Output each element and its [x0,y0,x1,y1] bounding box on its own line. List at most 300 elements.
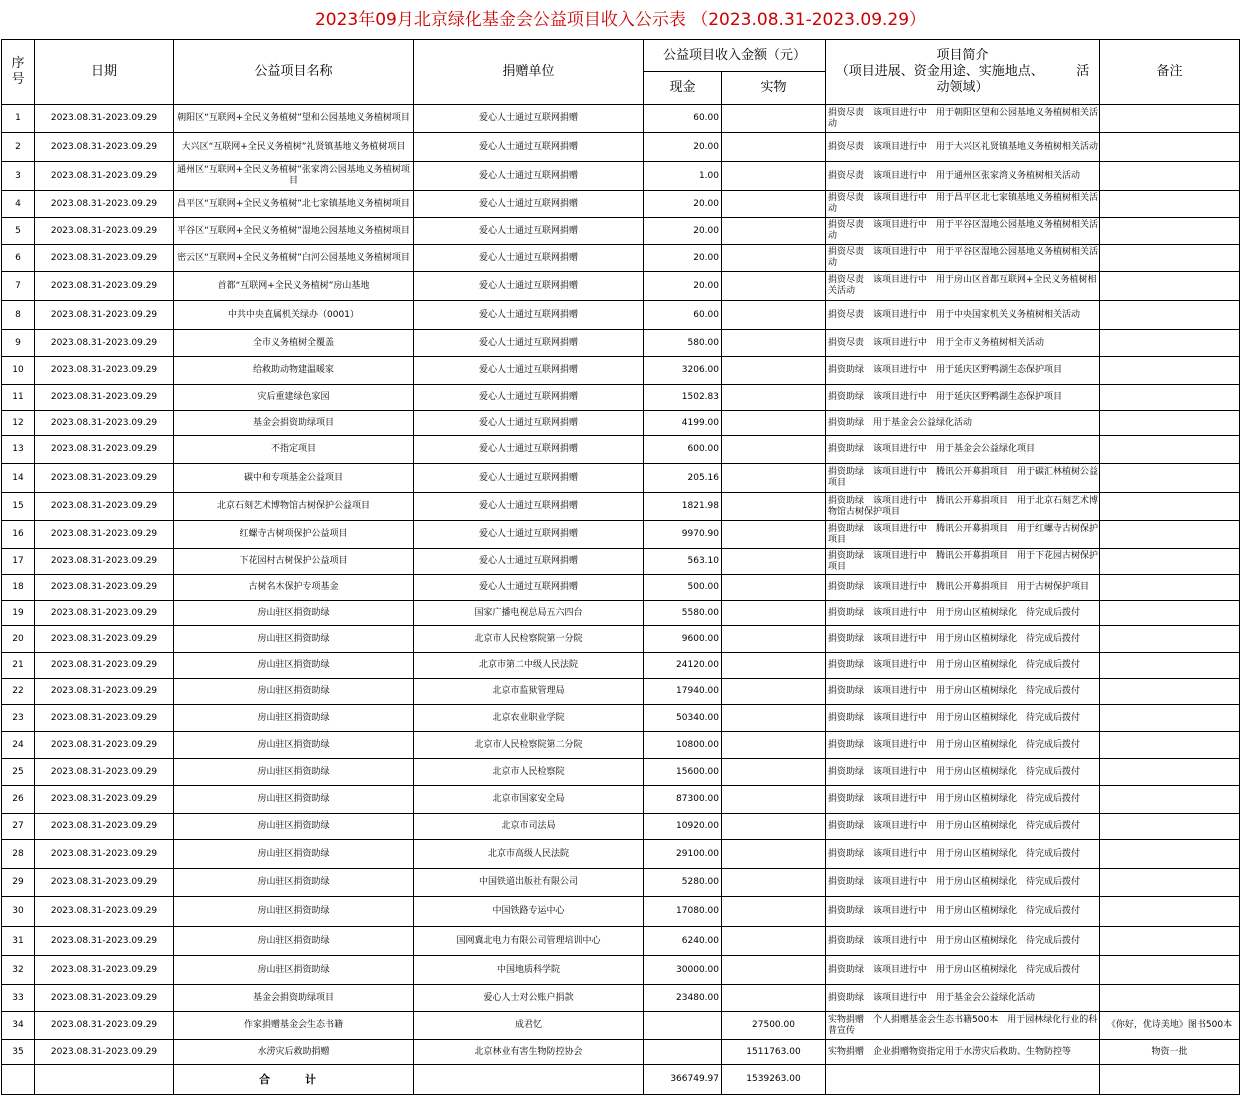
cell-cash: 1821.98 [644,493,722,521]
cell-intro: 捐资助绿 该项目进行中 用于房山区植树绿化 待完成后拨付 [826,869,1100,897]
cell-project-name: 基金会捐资助绿项目 [174,985,414,1012]
cell-donor: 爱心人士通过互联网捐赠 [414,330,644,357]
cell-goods [722,814,826,840]
cell-goods [722,869,826,897]
table-row [2,464,1240,493]
table-row [2,133,1240,162]
cell-donor: 爱心人士通过互联网捐赠 [414,105,644,133]
header-seq: 序 号 [2,40,35,105]
header-remark: 备注 [1100,40,1240,105]
cell-remark [1100,272,1240,301]
cell-cash: 60.00 [644,105,722,133]
cell-date: 2023.08.31-2023.09.29 [35,245,174,272]
cell-remark [1100,105,1240,133]
cell-donor: 爱心人士通过互联网捐赠 [414,575,644,601]
totals-row [2,1065,1240,1095]
cell-cash: 6240.00 [644,927,722,956]
cell-cash: 9970.90 [644,521,722,549]
cell-cash: 4199.00 [644,411,722,436]
cell-project-name: 朝阳区“互联网+全民义务植树”望和公园基地义务植树项目 [174,105,414,133]
cell-intro: 捐资助绿 该项目进行中 用于房山区植树绿化 待完成后拨付 [826,840,1100,869]
cell-seq: 10 [2,357,35,385]
table-row [2,357,1240,385]
cell-project-name: 灾后重建绿色家园 [174,385,414,411]
cell-seq: 33 [2,985,35,1012]
cell-donor: 北京市国家安全局 [414,786,644,814]
cell-goods [722,385,826,411]
cell-cash: 23480.00 [644,985,722,1012]
cell-cash: 50340.00 [644,705,722,732]
table-row [2,897,1240,927]
cell-seq: 21 [2,653,35,679]
cell-cash: 30000.00 [644,956,722,985]
cell-cash: 17940.00 [644,679,722,705]
cell-cash: 500.00 [644,575,722,601]
cell-intro: 捐资助绿 该项目进行中 用于延庆区野鸭湖生态保护项目 [826,357,1100,385]
cell-seq: 20 [2,626,35,653]
cell-remark [1100,330,1240,357]
cell-cash: 3206.00 [644,357,722,385]
cell-cash: 5580.00 [644,601,722,626]
cell-project-name: 房山驻区捐资助绿 [174,653,414,679]
cell-donor: 北京农业职业学院 [414,705,644,732]
cell-intro: 实物捐赠 个人捐赠基金会生态书籍500本 用于园林绿化行业的科普宣传 [826,1012,1100,1040]
header-project-intro: 项目简介 （项目进展、资金用途、实施地点、 活 动领域） [826,40,1100,105]
cell-intro: 捐资助绿 该项目进行中 腾讯公开募捐项目 用于红螺寺古树保护项目 [826,521,1100,549]
cell-donor: 爱心人士通过互联网捐赠 [414,272,644,301]
cell-intro: 捐资尽责 该项目进行中 用于房山区首都互联网+全民义务植树相关活动 [826,272,1100,301]
cell-donor: 爱心人士通过互联网捐赠 [414,245,644,272]
cell-project-name: 房山驻区捐资助绿 [174,705,414,732]
cell-seq: 27 [2,814,35,840]
cell-donor: 北京市第二中级人民法院 [414,653,644,679]
totals-goods: 1539263.00 [722,1065,826,1095]
cell-remark [1100,985,1240,1012]
cell-intro: 捐资助绿 该项目进行中 腾讯公开募捐项目 用于碳汇林植树公益项目 [826,464,1100,493]
cell-date: 2023.08.31-2023.09.29 [35,732,174,759]
cell-project-name: 通州区“互联网+全民义务植树”张家湾公园基地义务植树项目 [174,162,414,191]
cell-intro: 捐资助绿 该项目进行中 用于房山区植树绿化 待完成后拨付 [826,732,1100,759]
cell-intro: 捐资助绿 该项目进行中 用于房山区植树绿化 待完成后拨付 [826,705,1100,732]
cell-remark [1100,732,1240,759]
cell-date: 2023.08.31-2023.09.29 [35,786,174,814]
cell-intro: 捐资助绿 该项目进行中 用于延庆区野鸭湖生态保护项目 [826,385,1100,411]
cell-date: 2023.08.31-2023.09.29 [35,927,174,956]
table-row [2,732,1240,759]
cell-goods [722,549,826,575]
table-row [2,218,1240,245]
cell-intro: 捐资助绿 用于基金会公益绿化活动 [826,411,1100,436]
cell-seq: 2 [2,133,35,162]
table-row [2,1012,1240,1040]
totals-empty-remark [1100,1065,1240,1095]
cell-goods [722,705,826,732]
cell-date: 2023.08.31-2023.09.29 [35,653,174,679]
cell-seq: 1 [2,105,35,133]
cell-intro: 捐资助绿 该项目进行中 用于房山区植树绿化 待完成后拨付 [826,927,1100,956]
cell-seq: 19 [2,601,35,626]
cell-project-name: 碳中和专项基金公益项目 [174,464,414,493]
cell-seq: 22 [2,679,35,705]
cell-donor: 爱心人士通过互联网捐赠 [414,493,644,521]
cell-project-name: 房山驻区捐资助绿 [174,679,414,705]
cell-donor: 中国地质科学院 [414,956,644,985]
cell-cash: 87300.00 [644,786,722,814]
header-cash: 现金 [644,72,722,105]
cell-seq: 24 [2,732,35,759]
cell-goods [722,521,826,549]
cell-cash: 20.00 [644,245,722,272]
cell-cash [644,1012,722,1040]
cell-goods [722,105,826,133]
table-row [2,626,1240,653]
cell-remark: 《你好，优诗美地》图书500本 [1100,1012,1240,1040]
cell-date: 2023.08.31-2023.09.29 [35,411,174,436]
table-row [2,840,1240,869]
cell-intro: 捐资尽责 该项目进行中 用于昌平区北七家镇基地义务植树相关活动 [826,191,1100,218]
cell-date: 2023.08.31-2023.09.29 [35,436,174,464]
cell-intro: 捐资尽责 该项目进行中 用于通州区张家湾义务植树相关活动 [826,162,1100,191]
cell-remark [1100,162,1240,191]
cell-donor: 中国铁道出版社有限公司 [414,869,644,897]
header-project-name: 公益项目名称 [174,40,414,105]
cell-date: 2023.08.31-2023.09.29 [35,814,174,840]
cell-cash: 563.10 [644,549,722,575]
cell-date: 2023.08.31-2023.09.29 [35,357,174,385]
cell-cash: 60.00 [644,301,722,330]
cell-project-name: 房山驻区捐资助绿 [174,840,414,869]
table-row [2,272,1240,301]
cell-seq: 28 [2,840,35,869]
cell-remark [1100,575,1240,601]
cell-project-name: 首都“互联网+全民义务植树”房山基地 [174,272,414,301]
totals-label: 合 计 [174,1065,414,1095]
cell-date: 2023.08.31-2023.09.29 [35,956,174,985]
cell-date: 2023.08.31-2023.09.29 [35,985,174,1012]
cell-donor: 爱心人士通过互联网捐赠 [414,357,644,385]
cell-intro: 捐资助绿 该项目进行中 用于基金会公益绿化项目 [826,436,1100,464]
cell-remark [1100,521,1240,549]
table-row [2,162,1240,191]
table-row [2,814,1240,840]
cell-donor: 国家广播电视总局五六四台 [414,601,644,626]
cell-remark [1100,436,1240,464]
cell-cash: 600.00 [644,436,722,464]
cell-remark [1100,493,1240,521]
cell-seq: 25 [2,759,35,786]
cell-goods [722,786,826,814]
cell-seq: 18 [2,575,35,601]
header-goods: 实物 [722,72,826,105]
cell-cash: 15600.00 [644,759,722,786]
cell-cash: 9600.00 [644,626,722,653]
cell-cash: 24120.00 [644,653,722,679]
header-donor: 捐赠单位 [414,40,644,105]
cell-project-name: 房山驻区捐资助绿 [174,814,414,840]
cell-seq: 26 [2,786,35,814]
cell-goods [722,436,826,464]
table-row [2,411,1240,436]
cell-project-name: 房山驻区捐资助绿 [174,927,414,956]
cell-project-name: 北京石刻艺术博物馆古树保护公益项目 [174,493,414,521]
table-row [2,705,1240,732]
cell-cash: 580.00 [644,330,722,357]
totals-empty-seq [2,1065,35,1095]
cell-goods [722,330,826,357]
cell-goods [722,759,826,786]
cell-date: 2023.08.31-2023.09.29 [35,1012,174,1040]
cell-donor: 北京市人民检察院 [414,759,644,786]
table-row [2,191,1240,218]
cell-remark [1100,705,1240,732]
cell-remark [1100,601,1240,626]
cell-intro: 捐资助绿 该项目进行中 用于房山区植树绿化 待完成后拨付 [826,814,1100,840]
cell-remark [1100,653,1240,679]
table-row [2,330,1240,357]
cell-remark [1100,679,1240,705]
cell-donor: 爱心人士通过互联网捐赠 [414,411,644,436]
cell-goods [722,464,826,493]
cell-cash: 1.00 [644,162,722,191]
cell-date: 2023.08.31-2023.09.29 [35,218,174,245]
cell-remark [1100,956,1240,985]
totals-empty-intro [826,1065,1100,1095]
cell-date: 2023.08.31-2023.09.29 [35,301,174,330]
cell-donor: 北京市司法局 [414,814,644,840]
cell-seq: 15 [2,493,35,521]
cell-donor: 中国铁路专运中心 [414,897,644,927]
header-date: 日期 [35,40,174,105]
cell-seq: 23 [2,705,35,732]
cell-remark: 物资一批 [1100,1040,1240,1065]
table-row [2,301,1240,330]
cell-goods [722,956,826,985]
cell-project-name: 房山驻区捐资助绿 [174,759,414,786]
cell-seq: 14 [2,464,35,493]
cell-project-name: 不指定项目 [174,436,414,464]
cell-project-name: 中共中央直属机关绿办（0001） [174,301,414,330]
cell-remark [1100,411,1240,436]
cell-donor: 爱心人士通过互联网捐赠 [414,191,644,218]
cell-project-name: 古树名木保护专项基金 [174,575,414,601]
cell-remark [1100,814,1240,840]
cell-goods [722,493,826,521]
cell-project-name: 基金会捐资助绿项目 [174,411,414,436]
cell-goods: 27500.00 [722,1012,826,1040]
cell-donor: 爱心人士通过互联网捐赠 [414,133,644,162]
cell-goods [722,191,826,218]
cell-date: 2023.08.31-2023.09.29 [35,705,174,732]
table-row [2,927,1240,956]
table-row [2,956,1240,985]
cell-date: 2023.08.31-2023.09.29 [35,897,174,927]
cell-goods [722,601,826,626]
cell-donor: 成君忆 [414,1012,644,1040]
cell-intro: 捐资尽责 该项目进行中 用于中央国家机关义务植树相关活动 [826,301,1100,330]
cell-donor: 国网冀北电力有限公司管理培训中心 [414,927,644,956]
cell-remark [1100,301,1240,330]
cell-donor: 北京市人民检察院第二分院 [414,732,644,759]
table-row [2,679,1240,705]
cell-remark [1100,549,1240,575]
cell-donor: 爱心人士通过互联网捐赠 [414,549,644,575]
cell-goods [722,679,826,705]
cell-goods [722,218,826,245]
table-row [2,521,1240,549]
cell-intro: 捐资助绿 该项目进行中 用于房山区植树绿化 待完成后拨付 [826,956,1100,985]
table-row [2,786,1240,814]
cell-remark [1100,626,1240,653]
cell-intro: 捐资助绿 该项目进行中 用于房山区植树绿化 待完成后拨付 [826,786,1100,814]
cell-seq: 29 [2,869,35,897]
cell-seq: 32 [2,956,35,985]
cell-intro: 捐资助绿 该项目进行中 腾讯公开募捐项目 用于古树保护项目 [826,575,1100,601]
cell-date: 2023.08.31-2023.09.29 [35,1040,174,1065]
cell-remark [1100,786,1240,814]
cell-remark [1100,191,1240,218]
cell-project-name: 密云区“互联网+全民义务植树”白河公园基地义务植树项目 [174,245,414,272]
cell-remark [1100,133,1240,162]
cell-goods [722,653,826,679]
cell-goods [722,575,826,601]
cell-donor: 爱心人士通过互联网捐赠 [414,301,644,330]
cell-seq: 7 [2,272,35,301]
cell-project-name: 房山驻区捐资助绿 [174,626,414,653]
cell-donor: 北京林业有害生物防控协会 [414,1040,644,1065]
cell-date: 2023.08.31-2023.09.29 [35,601,174,626]
table-row [2,575,1240,601]
cell-project-name: 房山驻区捐资助绿 [174,897,414,927]
cell-goods [722,162,826,191]
cell-seq: 5 [2,218,35,245]
cell-intro: 捐资尽责 该项目进行中 用于朝阳区望和公园基地义务植树相关活动 [826,105,1100,133]
cell-project-name: 水涝灾后救助捐赠 [174,1040,414,1065]
table-row [2,385,1240,411]
cell-seq: 16 [2,521,35,549]
cell-project-name: 平谷区“互联网+全民义务植树”湿地公园基地义务植树项目 [174,218,414,245]
cell-project-name: 房山驻区捐资助绿 [174,732,414,759]
cell-remark [1100,840,1240,869]
cell-cash: 20.00 [644,218,722,245]
cell-intro: 捐资助绿 该项目进行中 用于房山区植树绿化 待完成后拨付 [826,601,1100,626]
income-table [1,39,1240,1095]
cell-project-name: 房山驻区捐资助绿 [174,601,414,626]
table-row [2,601,1240,626]
cell-date: 2023.08.31-2023.09.29 [35,464,174,493]
table-row [2,759,1240,786]
cell-goods [722,732,826,759]
cell-date: 2023.08.31-2023.09.29 [35,330,174,357]
cell-cash: 10800.00 [644,732,722,759]
cell-project-name: 下花园村古树保护公益项目 [174,549,414,575]
cell-intro: 捐资助绿 该项目进行中 腾讯公开募捐项目 用于下花园古树保护项目 [826,549,1100,575]
cell-donor: 北京市监狱管理局 [414,679,644,705]
cell-project-name: 房山驻区捐资助绿 [174,956,414,985]
totals-empty-date [35,1065,174,1095]
cell-goods [722,626,826,653]
cell-date: 2023.08.31-2023.09.29 [35,162,174,191]
cell-donor: 北京市人民检察院第一分院 [414,626,644,653]
cell-project-name: 红螺寺古树项保护公益项目 [174,521,414,549]
cell-seq: 4 [2,191,35,218]
cell-goods [722,897,826,927]
cell-intro: 捐资助绿 该项目进行中 用于房山区植树绿化 待完成后拨付 [826,759,1100,786]
cell-remark [1100,927,1240,956]
cell-remark [1100,897,1240,927]
cell-date: 2023.08.31-2023.09.29 [35,840,174,869]
cell-goods [722,927,826,956]
cell-seq: 17 [2,549,35,575]
cell-donor: 爱心人士通过互联网捐赠 [414,464,644,493]
cell-seq: 11 [2,385,35,411]
table-row [2,436,1240,464]
header-income-amount: 公益项目收入金额（元） [644,40,826,72]
cell-remark [1100,464,1240,493]
cell-intro: 捐资尽责 该项目进行中 用于平谷区湿地公园基地义务植树相关活动 [826,218,1100,245]
cell-project-name: 房山驻区捐资助绿 [174,869,414,897]
cell-remark [1100,869,1240,897]
cell-donor: 爱心人士通过互联网捐赠 [414,521,644,549]
cell-project-name: 大兴区“互联网+全民义务植树”礼贤镇基地义务植树项目 [174,133,414,162]
cell-date: 2023.08.31-2023.09.29 [35,679,174,705]
cell-date: 2023.08.31-2023.09.29 [35,191,174,218]
cell-goods [722,357,826,385]
totals-cash: 366749.97 [644,1065,722,1095]
cell-seq: 35 [2,1040,35,1065]
cell-donor: 爱心人士通过互联网捐赠 [414,218,644,245]
cell-date: 2023.08.31-2023.09.29 [35,105,174,133]
cell-goods [722,985,826,1012]
header-row-1 [2,40,1240,72]
cell-cash: 17080.00 [644,897,722,927]
cell-date: 2023.08.31-2023.09.29 [35,385,174,411]
cell-date: 2023.08.31-2023.09.29 [35,272,174,301]
cell-seq: 8 [2,301,35,330]
table-row [2,653,1240,679]
cell-donor: 爱心人士通过互联网捐赠 [414,436,644,464]
cell-goods: 1511763.00 [722,1040,826,1065]
cell-date: 2023.08.31-2023.09.29 [35,133,174,162]
cell-remark [1100,218,1240,245]
cell-date: 2023.08.31-2023.09.29 [35,626,174,653]
table-row [2,105,1240,133]
cell-goods [722,272,826,301]
cell-seq: 9 [2,330,35,357]
cell-date: 2023.08.31-2023.09.29 [35,759,174,786]
cell-remark [1100,357,1240,385]
cell-intro: 捐资尽责 该项目进行中 用于平谷区湿地公园基地义务植树相关活动 [826,245,1100,272]
cell-seq: 6 [2,245,35,272]
cell-intro: 捐资助绿 该项目进行中 用于基金会公益绿化活动 [826,985,1100,1012]
cell-remark [1100,245,1240,272]
cell-seq: 12 [2,411,35,436]
cell-goods [722,301,826,330]
cell-remark [1100,759,1240,786]
table-row [2,549,1240,575]
cell-seq: 30 [2,897,35,927]
cell-cash: 1502.83 [644,385,722,411]
cell-cash: 5280.00 [644,869,722,897]
cell-intro: 捐资助绿 该项目进行中 用于房山区植树绿化 待完成后拨付 [826,653,1100,679]
cell-intro: 捐资尽责 该项目进行中 用于全市义务植树相关活动 [826,330,1100,357]
cell-project-name: 给救助动物建温暖家 [174,357,414,385]
cell-donor: 北京市高级人民法院 [414,840,644,869]
cell-goods [722,245,826,272]
cell-intro: 捐资助绿 该项目进行中 用于房山区植树绿化 待完成后拨付 [826,626,1100,653]
cell-intro: 捐资尽责 该项目进行中 用于大兴区礼贤镇基地义务植树相关活动 [826,133,1100,162]
table-row [2,245,1240,272]
cell-cash: 20.00 [644,191,722,218]
